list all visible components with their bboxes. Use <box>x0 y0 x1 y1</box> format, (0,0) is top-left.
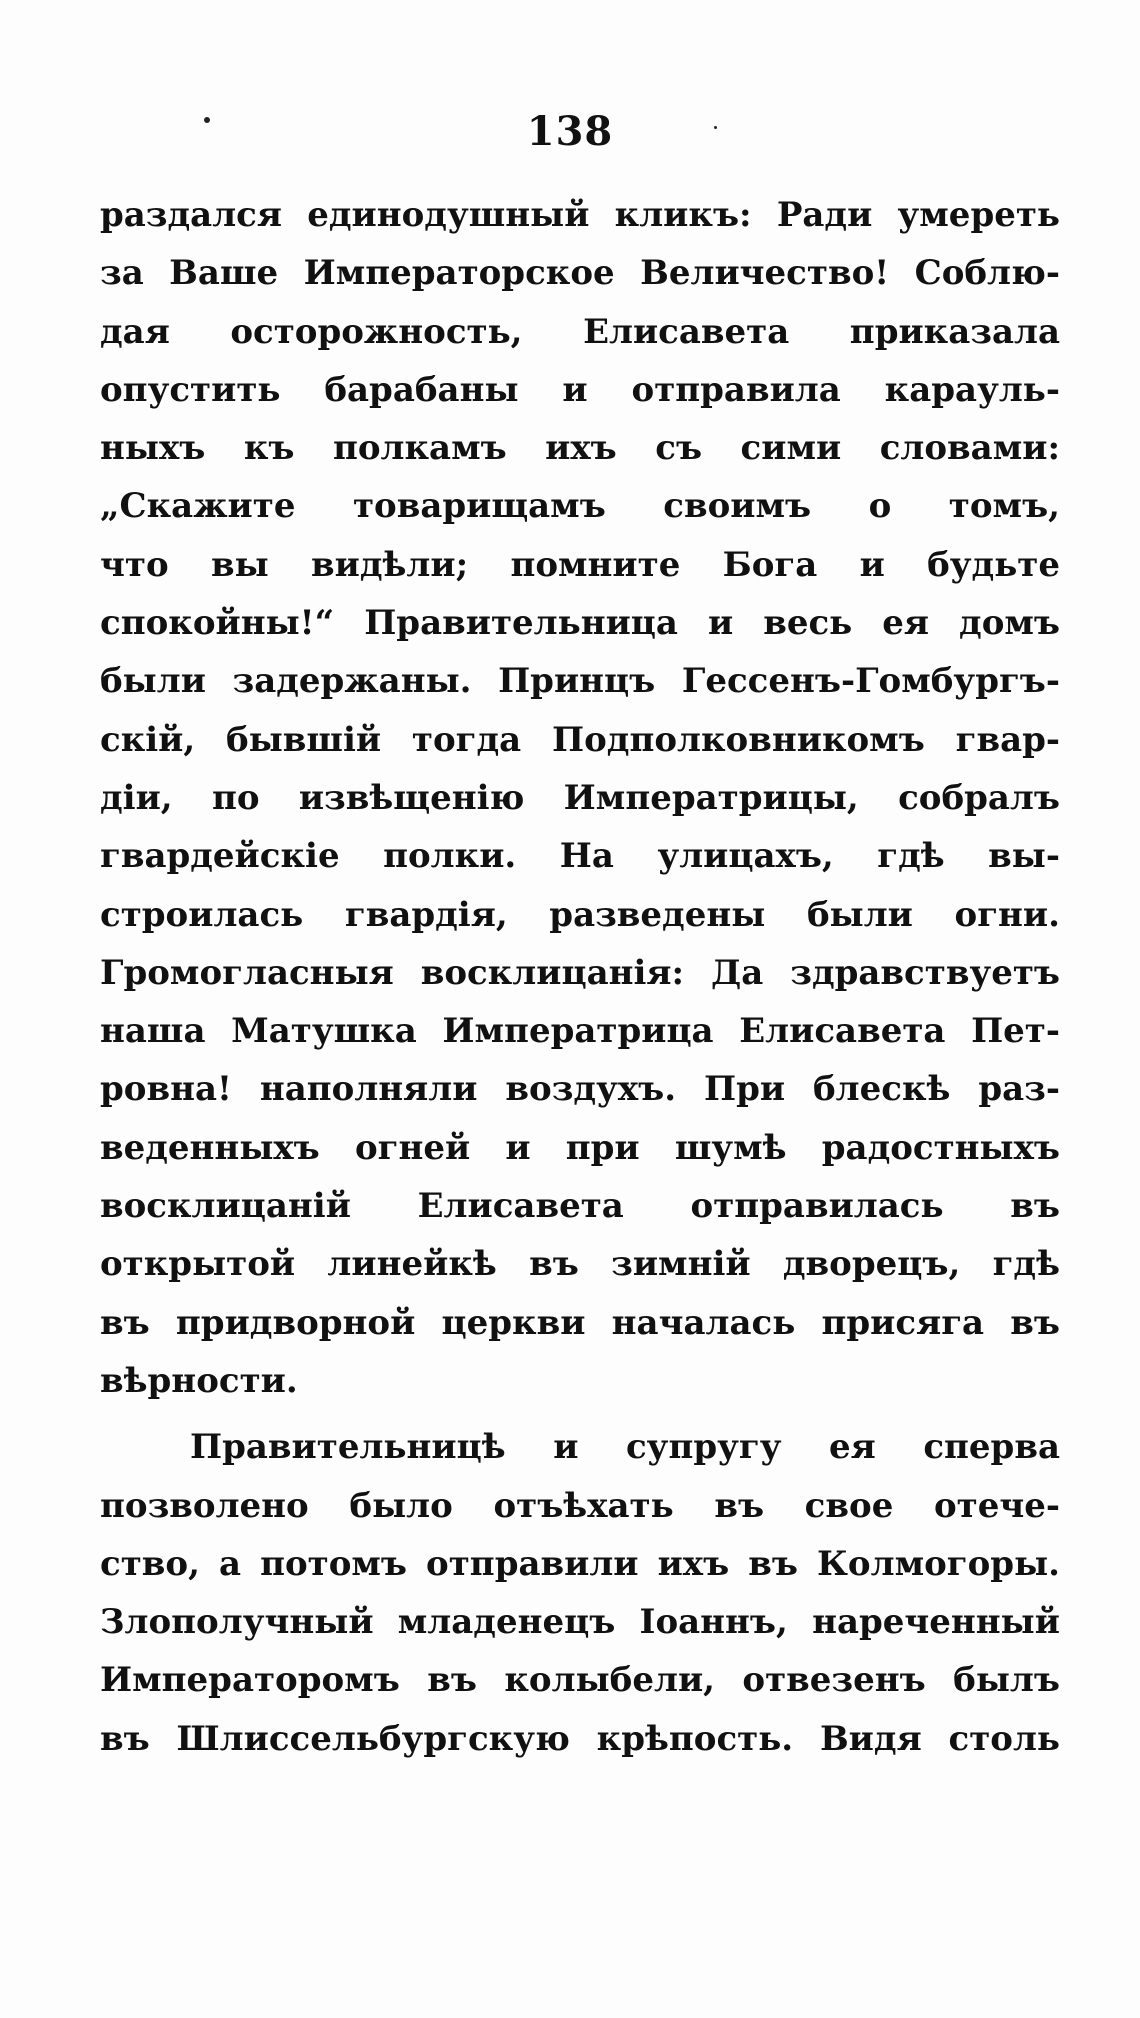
text-line: Злополучный младенецъ Іоаннъ, нареченный <box>100 1602 1060 1643</box>
text-line: гвардейскіе полки. На улицахъ, гдѣ вы- <box>100 836 1060 877</box>
text-line: въ придворной церкви началась присяга въ <box>100 1302 1060 1343</box>
text-line: вѣрности. <box>100 1360 298 1401</box>
text-line: дая осторожность, Елисавета приказала <box>100 311 1060 352</box>
paragraph-2 <box>100 1418 1060 1768</box>
text-line: ство, а потомъ отправили ихъ въ Колмогоры. <box>100 1543 1060 1584</box>
text-line: скій, бывшій тогда Подполковникомъ гвар- <box>100 719 1060 760</box>
text-line: веденныхъ огней и при шумѣ радостныхъ <box>100 1127 1060 1168</box>
text-line: спокойны!“ Правительница и весь ея домъ <box>100 603 1060 644</box>
paragraph-1 <box>100 186 1060 1410</box>
text-line: діи, по извѣщенію Императрицы, собралъ <box>100 777 1060 818</box>
text-line: были задержаны. Принцъ Гессенъ-Гомбургъ- <box>100 661 1060 702</box>
text-line: въ Шлиссельбургскую крѣпость. Видя столь <box>100 1718 1060 1759</box>
text-line: позволено было отъѣхать въ свое отече- <box>100 1485 1060 1526</box>
text-line: опустить барабаны и отправила карауль- <box>100 369 1060 410</box>
text-line: раздался единодушный кликъ: Ради умереть <box>100 195 1060 235</box>
text-line: открытой линейкѣ въ зимній дворецъ, гдѣ <box>100 1244 1060 1285</box>
text-line: Императоромъ въ колыбели, отвезенъ былъ <box>100 1660 1060 1701</box>
text-line: восклицаній Елисавета отправилась въ <box>100 1186 1060 1227</box>
text-line: строилась гвардія, разведены были огни. <box>100 894 1060 935</box>
text-line: за Ваше Императорское Величество! Соблю- <box>100 253 1060 294</box>
page-number: 138 <box>526 108 614 155</box>
text-line: ровна! наполняли воздухъ. При блескѣ раз- <box>100 1069 1060 1110</box>
text-line: Правительницѣ и супругу ея сперва <box>190 1427 1060 1468</box>
body-text <box>100 186 1060 1768</box>
text-line: „Скажите товарищамъ своимъ о томъ, <box>100 486 1060 527</box>
text-line: ныхъ къ полкамъ ихъ съ сими словами: <box>100 428 1060 469</box>
text-line: наша Матушка Императрица Елисавета Пет- <box>100 1011 1060 1052</box>
text-line: Громогласныя восклицанія: Да здравствуетъ <box>100 952 1060 993</box>
text-line: что вы видѣли; помните Бога и будьте <box>100 544 1060 585</box>
